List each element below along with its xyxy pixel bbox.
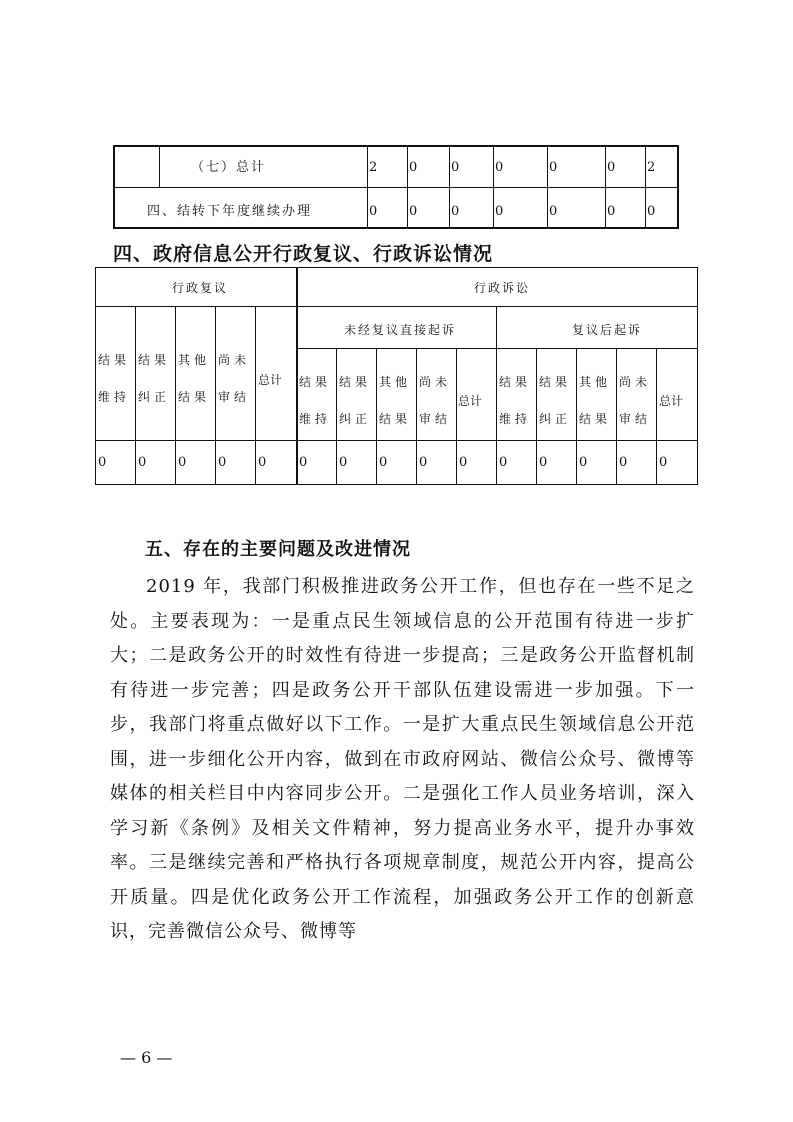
table-column-divider xyxy=(175,306,176,484)
col-header-pending: 审结 xyxy=(419,412,452,426)
review-litigation-table xyxy=(95,267,698,485)
table-row-divider xyxy=(115,187,677,188)
table-cell: 0 xyxy=(499,455,508,470)
table-column-divider xyxy=(616,348,617,484)
col-header-upheld: 维持 xyxy=(299,412,332,426)
table-row-divider xyxy=(96,440,697,441)
col-header-pending: 尚未 xyxy=(419,375,452,389)
table-column-divider xyxy=(576,348,577,484)
col-header-corrected: 结果 xyxy=(339,375,372,389)
table-cell: 0 xyxy=(549,204,558,219)
table-cell: 0 xyxy=(495,204,504,219)
col-header-corrected: 结果 xyxy=(539,375,572,389)
row-label-total: （七）总计 xyxy=(191,160,267,175)
table-column-divider xyxy=(536,348,537,484)
col-header-total: 总计 xyxy=(659,394,684,408)
table-column-divider xyxy=(336,348,337,484)
table-row-divider xyxy=(96,306,697,307)
col-header-corrected: 纠正 xyxy=(339,412,372,426)
col-header-upheld: 结果 xyxy=(98,353,131,367)
table-column-divider xyxy=(456,348,457,484)
table-cell: 0 xyxy=(299,455,308,470)
page-number: — 6 — xyxy=(120,1048,173,1067)
col-header-corrected: 结果 xyxy=(138,353,171,367)
table-column-divider xyxy=(407,147,408,227)
col-header-total: 总计 xyxy=(458,394,483,408)
table-column-divider xyxy=(159,147,160,187)
col-header-pending: 尚未 xyxy=(619,375,652,389)
col-header-pending: 尚未 xyxy=(218,353,251,367)
table-cell: 0 xyxy=(369,204,378,219)
table-cell: 0 xyxy=(138,455,147,470)
table-column-divider xyxy=(135,306,136,484)
table-column-divider xyxy=(493,147,494,227)
table-column-divider xyxy=(645,147,646,227)
table-column-divider xyxy=(376,348,377,484)
table-cell: 0 xyxy=(178,455,187,470)
col-header-upheld: 结果 xyxy=(299,375,332,389)
table-cell: 0 xyxy=(409,160,418,175)
table-column-divider xyxy=(296,268,298,484)
table-column-divider xyxy=(605,147,606,227)
col-header-pending: 审结 xyxy=(218,390,251,404)
table-cell: 0 xyxy=(339,455,348,470)
table-cell: 2 xyxy=(369,160,378,175)
col-header-other: 其他 xyxy=(579,375,612,389)
table-cell: 0 xyxy=(659,455,668,470)
col-header-other: 其他 xyxy=(379,375,412,389)
col-header-other: 其他 xyxy=(178,353,211,367)
table-cell: 0 xyxy=(607,204,616,219)
table-cell: 0 xyxy=(459,455,468,470)
header-direct-litigation: 未经复议直接起诉 xyxy=(344,323,457,337)
carryover-table xyxy=(113,145,679,229)
table-column-divider xyxy=(656,348,657,484)
col-header-upheld: 维持 xyxy=(98,390,131,404)
col-header-corrected: 纠正 xyxy=(138,390,171,404)
table-cell: 0 xyxy=(379,455,388,470)
col-header-other: 结果 xyxy=(579,412,612,426)
table-column-divider xyxy=(367,147,368,227)
table-cell: 0 xyxy=(647,204,656,219)
header-after-review-litigation: 复议后起诉 xyxy=(572,323,643,337)
table-column-divider xyxy=(547,147,548,227)
table-cell: 0 xyxy=(451,204,460,219)
table-cell: 0 xyxy=(607,160,616,175)
header-administrative-review: 行政复议 xyxy=(172,281,229,295)
table-cell: 0 xyxy=(451,160,460,175)
body-paragraph: 2019 年，我部门积极推进政务公开工作，但也存在一些不足之处。主要表现为：一是重点民生领域信息的公开范围有待进一步扩大；二是政务公开的时效性有待进一步提高；三是政务公开监督机制有待进一步完善；四是政务公开干部队伍建设需进一步加强。下一步，我部门将重点做好以下工作。一是扩大重点民生领域信息公开范围，进一步细化公开内容，做到在市政府网站、微信公众号、微博等媒体的相关栏目中内容同步公开。二是强化工作人员业务培训，深入学习新《条例》及相关文件精神，努力提高业务水平，提升办事效率。三是继续完善和严格执行各项规章制度，规范公开内容，提高公开质量。四是优化政务公开工作流程，加强政务公开工作的创新意识，完善微信公众号、微博等 xyxy=(110,576,695,942)
table-cell: 0 xyxy=(495,160,504,175)
table-cell: 0 xyxy=(549,160,558,175)
table-column-divider xyxy=(449,147,450,227)
table-column-divider xyxy=(255,306,256,484)
table-cell: 0 xyxy=(419,455,428,470)
table-cell: 0 xyxy=(579,455,588,470)
table-cell: 2 xyxy=(647,160,656,175)
row-label-carryover: 四、结转下年度继续办理 xyxy=(147,204,313,219)
table-cell: 0 xyxy=(258,455,267,470)
col-header-total: 总计 xyxy=(258,373,283,387)
table-cell: 0 xyxy=(409,204,418,219)
table-column-divider xyxy=(416,348,417,484)
col-header-pending: 审结 xyxy=(619,412,652,426)
col-header-other: 结果 xyxy=(178,390,211,404)
table-column-divider xyxy=(215,306,216,484)
col-header-upheld: 结果 xyxy=(499,375,532,389)
table-column-divider xyxy=(496,306,497,484)
table-cell: 0 xyxy=(619,455,628,470)
col-header-corrected: 纠正 xyxy=(539,412,572,426)
table-cell: 0 xyxy=(98,455,107,470)
table-cell: 0 xyxy=(218,455,227,470)
table-cell: 0 xyxy=(539,455,548,470)
section-5-heading: 五、存在的主要问题及改进情况 xyxy=(145,539,411,560)
section-5-body xyxy=(110,570,695,950)
section-4-heading: 四、政府信息公开行政复议、行政诉讼情况 xyxy=(113,243,494,265)
col-header-other: 结果 xyxy=(379,412,412,426)
header-administrative-litigation: 行政诉讼 xyxy=(474,281,531,295)
col-header-upheld: 维持 xyxy=(499,412,532,426)
